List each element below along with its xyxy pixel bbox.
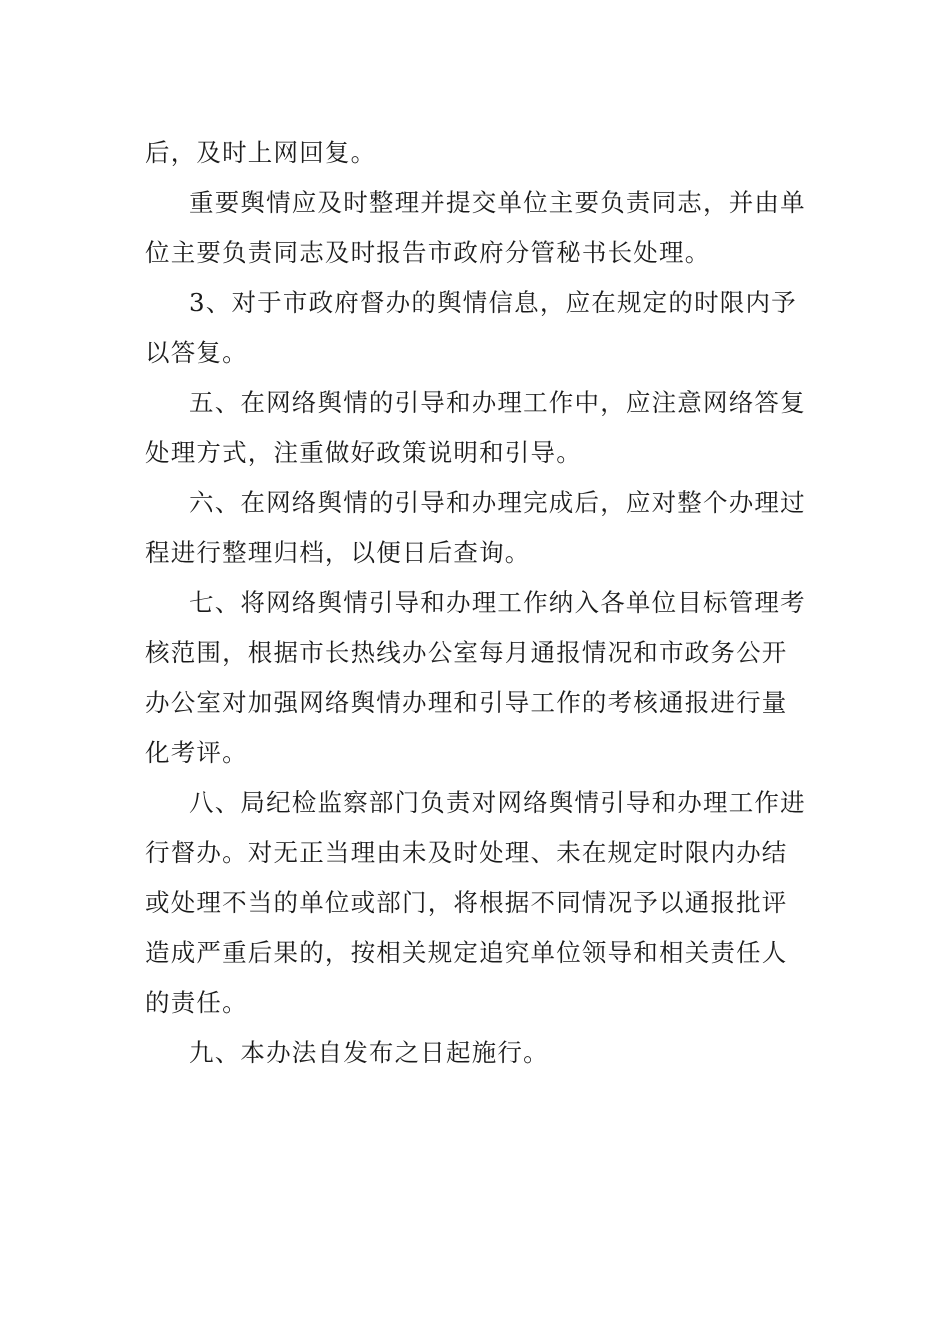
text-line: 化考评。 — [145, 738, 248, 767]
text-line: 六、在网络舆情的引导和办理完成后，应对整个办理过 — [189, 488, 806, 517]
text-line: 行督办。对无正当理由未及时处理、未在规定时限内办结 — [145, 838, 788, 867]
text-line: 九、本办法自发布之日起施行。 — [189, 1038, 549, 1067]
text-line: 以答复。 — [145, 338, 248, 367]
text-line: 后，及时上网回复。 — [145, 138, 377, 167]
text-line: 处理方式，注重做好政策说明和引导。 — [145, 438, 582, 467]
text-line: 位主要负责同志及时报告市政府分管秘书长处理。 — [145, 238, 711, 267]
text-line: 的责任。 — [145, 988, 248, 1017]
text-line: 办公室对加强网络舆情办理和引导工作的考核通报进行量 — [145, 688, 788, 717]
text-line: 3、对于市政府督办的舆情信息，应在规定的时限内予 — [189, 288, 797, 317]
text-line: 五、在网络舆情的引导和办理工作中，应注意网络答复 — [189, 388, 806, 417]
document-body — [145, 128, 810, 1078]
text-line: 七、将网络舆情引导和办理工作纳入各单位目标管理考 — [189, 588, 806, 617]
text-line: 核范围，根据市长热线办公室每月通报情况和市政务公开 — [145, 638, 788, 667]
text-line: 造成严重后果的，按相关规定追究单位领导和相关责任人 — [145, 938, 788, 967]
text-line: 或处理不当的单位或部门，将根据不同情况予以通报批评 — [145, 888, 788, 917]
text-line: 八、局纪检监察部门负责对网络舆情引导和办理工作进 — [189, 788, 806, 817]
text-line: 程进行整理归档，以便日后查询。 — [145, 538, 531, 567]
text-line: 重要舆情应及时整理并提交单位主要负责同志，并由单 — [189, 188, 806, 217]
